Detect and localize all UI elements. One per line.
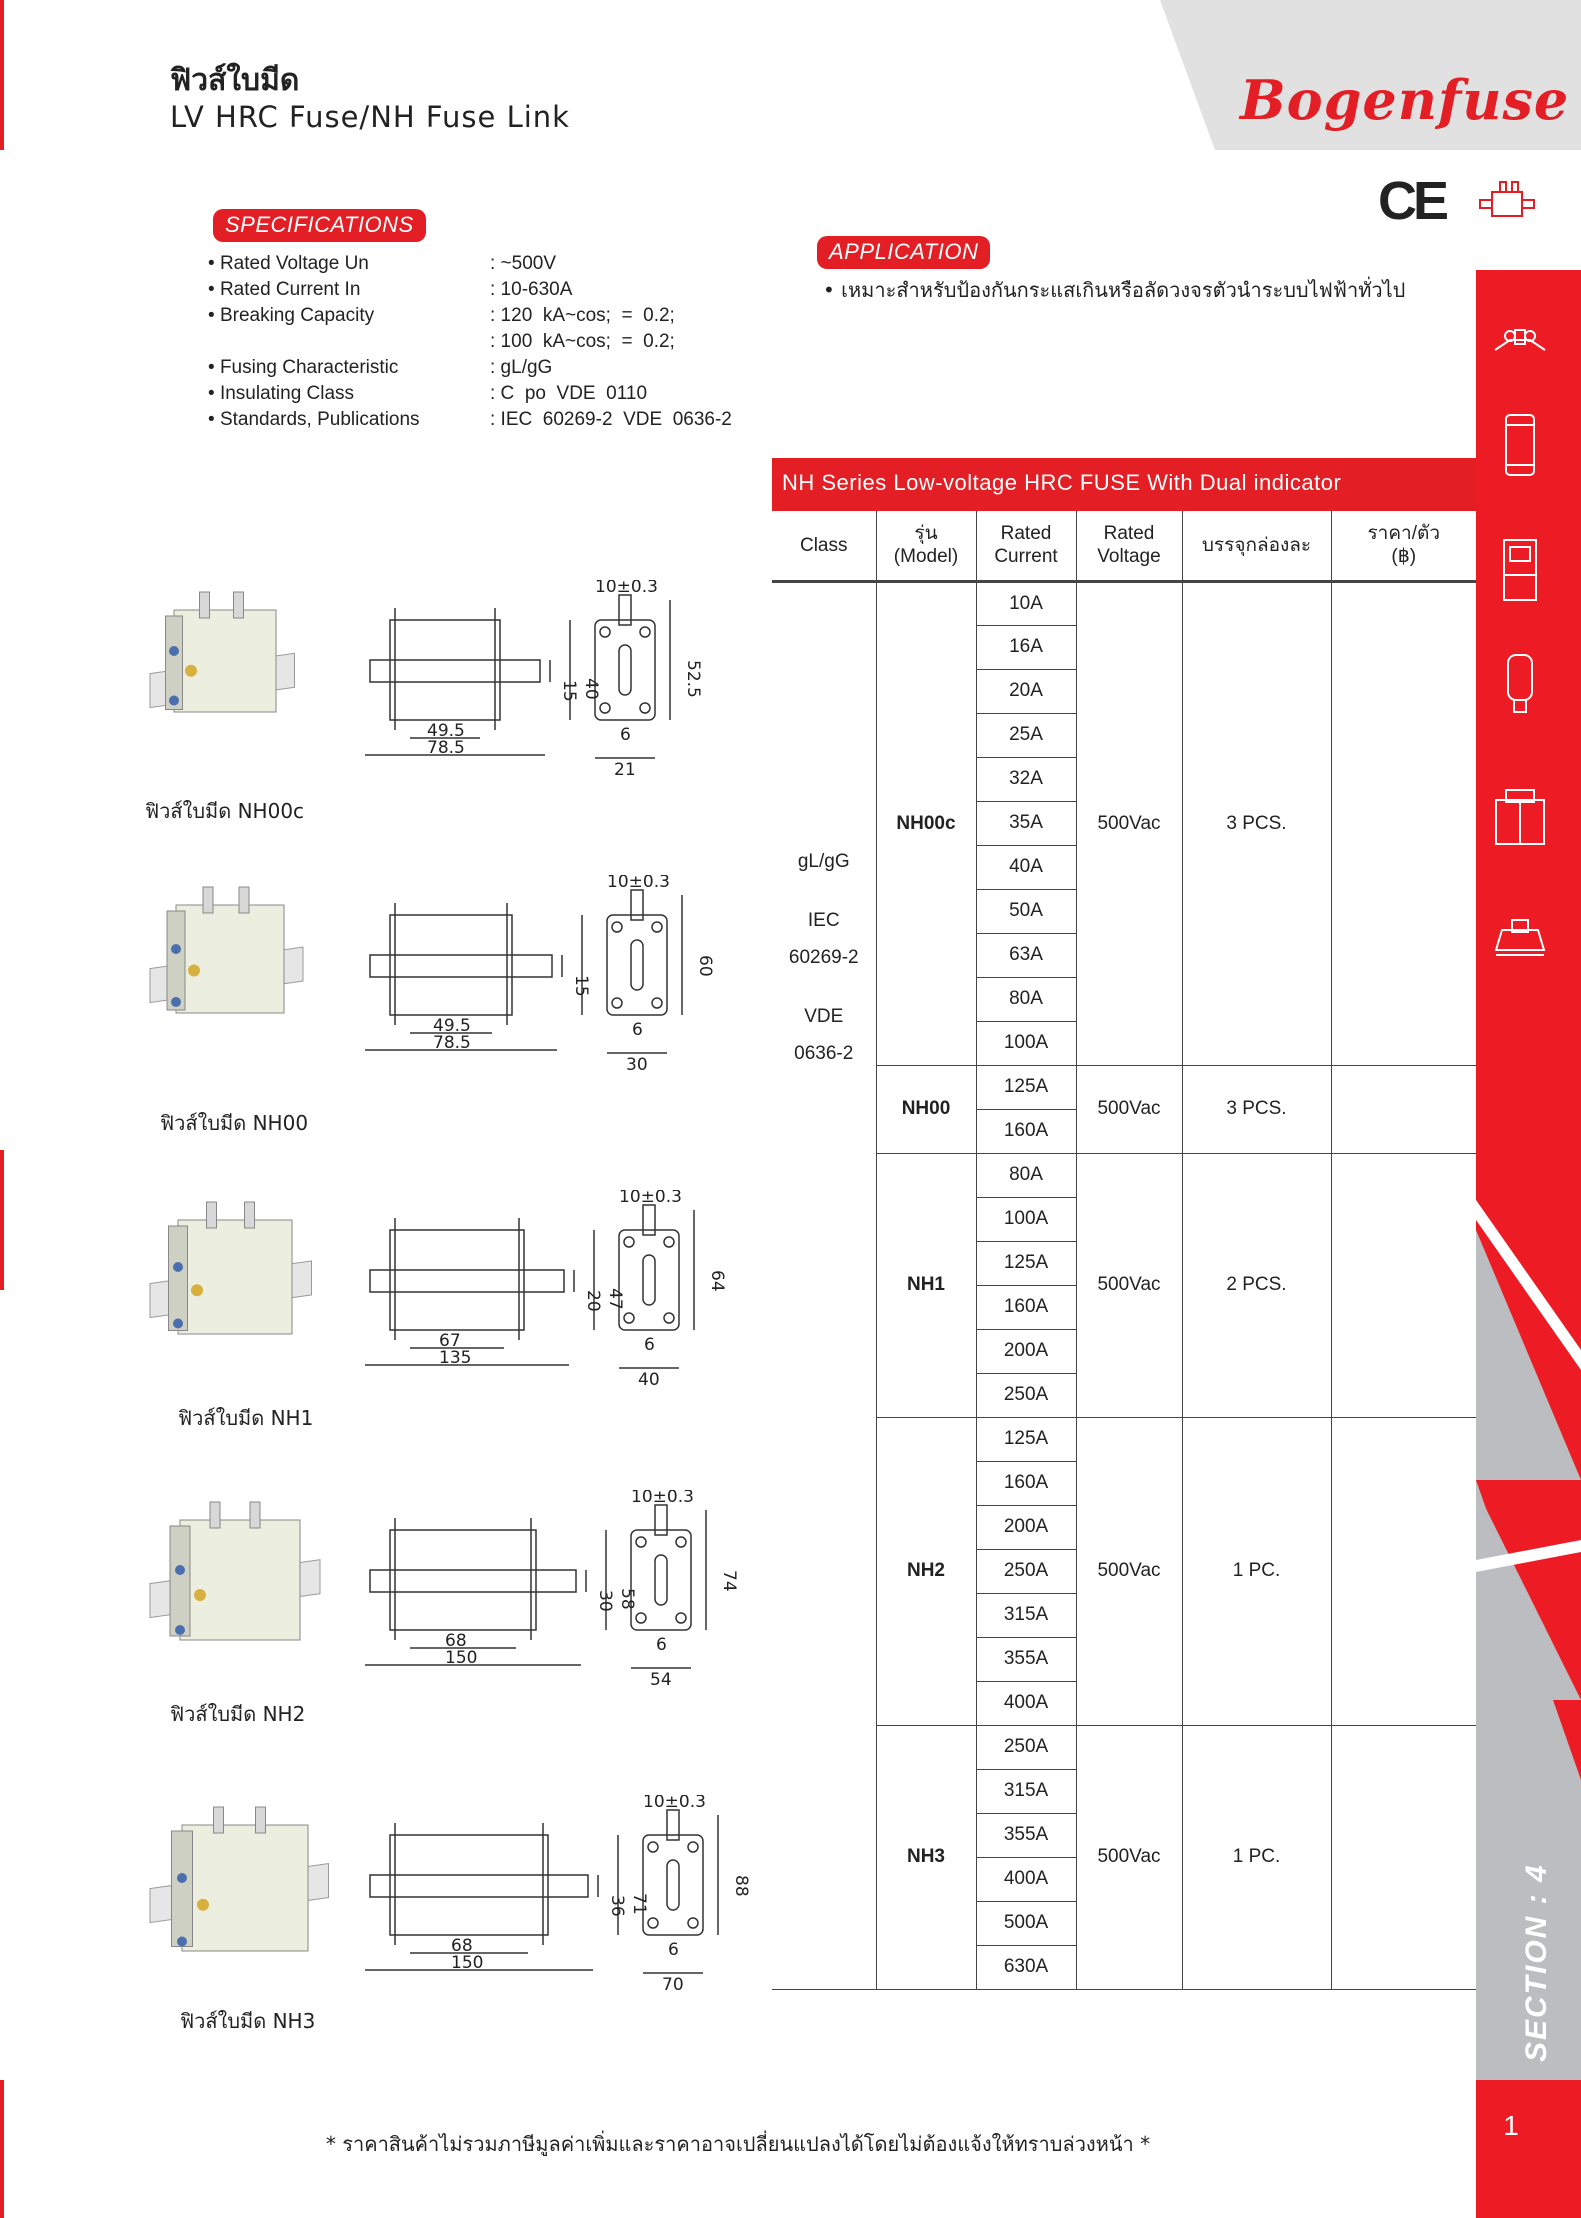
spec-row — [208, 279, 572, 301]
application-label: APPLICATION — [817, 236, 990, 269]
dimension-drawing — [360, 580, 780, 780]
dim-h2: 71 — [629, 1893, 649, 1915]
fuse-photo — [140, 1795, 340, 1995]
class-line: VDE — [804, 1005, 844, 1027]
dim-w1: 6 — [644, 1335, 655, 1355]
dim-d2: 78.5 — [433, 1033, 471, 1053]
table-row — [772, 581, 1476, 625]
dimension-drawing — [360, 875, 780, 1075]
col-price-line2: (฿) — [1391, 546, 1417, 568]
page-number: 1 — [1503, 2110, 1519, 2141]
fuse-base-icon — [1490, 785, 1550, 855]
rated-voltage-cell: 500Vac — [1076, 1417, 1182, 1725]
model-cell: NH00c — [876, 581, 976, 1065]
dim-h3: 52.5 — [683, 660, 703, 698]
rated-current-cell: 160A — [976, 1109, 1076, 1153]
dim-w1: 6 — [632, 1020, 643, 1040]
dimension-drawing — [360, 1490, 780, 1690]
rated-current-cell: 10A — [976, 581, 1076, 625]
dim-d1: 49.5 — [427, 721, 465, 741]
rated-current-cell: 80A — [976, 977, 1076, 1021]
product-caption: ฟิวส์ใบมีด NH00 — [160, 1111, 309, 1135]
rated-current-cell: 100A — [976, 1197, 1076, 1241]
din-fuse-holder-icon — [1490, 535, 1550, 605]
rated-current-cell: 250A — [976, 1725, 1076, 1769]
dim-w1: 6 — [668, 1940, 679, 1960]
rated-current-cell: 500A — [976, 1901, 1076, 1945]
dim-top: 10±0.3 — [607, 875, 670, 892]
col-class: Class — [772, 511, 876, 581]
spec-value: : C po VDE 0110 — [490, 383, 648, 404]
col-current — [976, 511, 1076, 581]
dim-w2: 21 — [614, 760, 636, 780]
col-model-th: รุ่น — [914, 523, 938, 545]
dim-d1: 67 — [439, 1331, 461, 1351]
spec-row — [208, 305, 675, 327]
col-voltage — [1076, 511, 1182, 581]
dim-h3: 88 — [731, 1875, 751, 1897]
product-caption: ฟิวส์ใบมีด NH1 — [178, 1406, 314, 1430]
rated-current-cell: 400A — [976, 1857, 1076, 1901]
pack-cell: 2 PCS. — [1182, 1153, 1331, 1417]
rated-voltage-cell: 500Vac — [1076, 1725, 1182, 1989]
spec-row — [208, 409, 732, 431]
product-caption: ฟิวส์ใบมีด NH2 — [170, 1702, 306, 1726]
model-cell: NH1 — [876, 1153, 976, 1417]
spec-label: • Rated Current In — [208, 279, 490, 301]
rated-current-cell: 40A — [976, 845, 1076, 889]
dim-top: 10±0.3 — [595, 580, 658, 597]
spec-label: • Fusing Characteristic — [208, 357, 490, 379]
rated-current-cell: 50A — [976, 889, 1076, 933]
rated-current-cell: 25A — [976, 713, 1076, 757]
price-disclaimer: * ราคาสินค้าไม่รวมภาษีมูลค่าเพิ่มและราคาอาจเปลี่ยนแปลงได้โดยไม่ต้องแจ้งให้ทราบล่วงหน้า * — [325, 2132, 1151, 2156]
class-cell — [772, 581, 876, 1989]
spec-row — [208, 253, 556, 275]
model-cell: NH2 — [876, 1417, 976, 1725]
spec-value: : 10-630A — [490, 279, 573, 300]
spec-value: : 100 kA~cos; = 0.2; — [490, 331, 675, 352]
brand-logo: Bogenfuse — [1240, 68, 1570, 132]
rated-current-cell: 630A — [976, 1945, 1076, 1989]
col-pack: บรรจุกล่องละ — [1182, 511, 1331, 581]
spec-row — [208, 383, 647, 405]
ce-mark: CE — [1378, 171, 1446, 231]
rated-current-cell: 35A — [976, 801, 1076, 845]
dim-top: 10±0.3 — [631, 1490, 694, 1507]
page-title-thai: ฟิวส์ใบมีด — [170, 63, 300, 98]
dim-h1: 15 — [559, 680, 579, 702]
col-current-line2: Current — [994, 546, 1058, 568]
rated-current-cell: 16A — [976, 625, 1076, 669]
specifications-label: SPECIFICATIONS — [213, 209, 426, 242]
rated-current-cell: 250A — [976, 1549, 1076, 1593]
rated-current-cell: 20A — [976, 669, 1076, 713]
dim-w2: 30 — [626, 1055, 648, 1075]
application-text: • เหมาะสำหรับป้องกันกระแสเกินหรือลัดวงจรตัวนำระบบไฟฟ้าทั่วไป — [823, 278, 1406, 302]
dim-h1: 15 — [571, 975, 591, 997]
dim-h1: 36 — [607, 1895, 627, 1917]
price-cell — [1331, 1153, 1476, 1417]
dimension-drawing — [360, 1795, 780, 1995]
model-cell: NH00 — [876, 1065, 976, 1153]
fuse-photo — [140, 875, 340, 1075]
dim-d2: 150 — [445, 1648, 478, 1668]
price-cell — [1331, 1725, 1476, 1989]
rated-voltage-cell: 500Vac — [1076, 1153, 1182, 1417]
rated-current-cell: 125A — [976, 1241, 1076, 1285]
product-caption: ฟิวส์ใบมีด NH00c — [145, 799, 305, 823]
rated-current-cell: 32A — [976, 757, 1076, 801]
fuse-photo — [140, 1490, 340, 1690]
table-row — [772, 1065, 1476, 1109]
dim-w2: 54 — [650, 1670, 672, 1690]
spec-value: : gL/gG — [490, 357, 553, 378]
dim-h1: 30 — [595, 1590, 615, 1612]
fuse-photo — [140, 580, 340, 780]
rated-current-cell: 355A — [976, 1637, 1076, 1681]
dim-h1: 20 — [583, 1290, 603, 1312]
col-current-line1: Rated — [1000, 523, 1052, 545]
dim-w2: 40 — [638, 1370, 660, 1390]
fuse-holder-icon — [1490, 300, 1550, 370]
spec-label: • Standards, Publications — [208, 409, 490, 431]
rated-current-cell: 315A — [976, 1593, 1076, 1637]
rated-current-cell: 250A — [976, 1373, 1076, 1417]
rated-current-cell: 160A — [976, 1285, 1076, 1329]
socket-icon — [1490, 905, 1550, 975]
rated-current-cell: 200A — [976, 1505, 1076, 1549]
rated-current-cell: 125A — [976, 1417, 1076, 1461]
rated-voltage-cell: 500Vac — [1076, 581, 1182, 1065]
rated-current-cell: 400A — [976, 1681, 1076, 1725]
dim-d1: 68 — [451, 1936, 473, 1956]
col-price-line1: ราคา/ตัว — [1367, 523, 1441, 545]
table-row — [772, 1153, 1476, 1197]
col-model-en: (Model) — [893, 546, 959, 568]
class-line: 60269-2 — [788, 946, 859, 968]
dim-w2: 70 — [662, 1975, 684, 1995]
dim-d2: 150 — [451, 1953, 484, 1973]
dim-h2: 58 — [617, 1588, 637, 1610]
table-title: NH Series Low-voltage HRC FUSE With Dual indicator — [772, 458, 1476, 511]
rated-voltage-cell: 500Vac — [1076, 1065, 1182, 1153]
model-cell: NH3 — [876, 1725, 976, 1989]
dim-top: 10±0.3 — [643, 1795, 706, 1812]
dim-d2: 78.5 — [427, 738, 465, 758]
rated-current-cell: 160A — [976, 1461, 1076, 1505]
col-price — [1331, 511, 1476, 581]
rated-current-cell: 200A — [976, 1329, 1076, 1373]
spec-row — [208, 331, 675, 353]
dim-h2: 40 — [581, 678, 601, 700]
spec-value: : 120 kA~cos; = 0.2; — [490, 305, 675, 326]
col-voltage-line1: Rated — [1103, 523, 1155, 545]
fuse-outline-icon — [1478, 178, 1538, 228]
pack-cell: 1 PC. — [1182, 1725, 1331, 1989]
dim-w1: 6 — [620, 725, 631, 745]
pack-cell: 3 PCS. — [1182, 581, 1331, 1065]
col-voltage-line2: Voltage — [1097, 546, 1161, 568]
page-title: LV HRC Fuse/NH Fuse Link — [170, 100, 570, 134]
dim-top: 10±0.3 — [619, 1190, 682, 1207]
spec-value: : IEC 60269-2 VDE 0636-2 — [490, 409, 732, 430]
table-header-row — [772, 511, 1476, 581]
table-row — [772, 1725, 1476, 1769]
pack-cell: 1 PC. — [1182, 1417, 1331, 1725]
dim-h2: 47 — [605, 1288, 625, 1310]
bottle-fuse-icon — [1490, 650, 1550, 720]
pack-cell: 3 PCS. — [1182, 1065, 1331, 1153]
fuse-spec-table — [772, 511, 1476, 1990]
class-line: IEC — [807, 909, 840, 931]
dim-d1: 49.5 — [433, 1016, 471, 1036]
rated-current-cell: 355A — [976, 1813, 1076, 1857]
spec-row — [208, 357, 552, 379]
rated-current-cell: 80A — [976, 1153, 1076, 1197]
spec-label: • Rated Voltage Un — [208, 253, 490, 275]
table-body — [772, 581, 1476, 1989]
table-row — [772, 1417, 1476, 1461]
section-label: SECTION : 4 — [1520, 1863, 1553, 2062]
col-model — [876, 511, 976, 581]
rated-current-cell: 100A — [976, 1021, 1076, 1065]
price-cell — [1331, 581, 1476, 1065]
cartridge-fuse-icon — [1490, 410, 1550, 480]
spec-label: • Insulating Class — [208, 383, 490, 405]
price-cell — [1331, 1065, 1476, 1153]
edge-mark — [0, 1150, 4, 1290]
class-line: 0636-2 — [794, 1042, 854, 1064]
dim-h3: 60 — [695, 955, 715, 977]
rated-current-cell: 125A — [976, 1065, 1076, 1109]
product-caption: ฟิวส์ใบมีด NH3 — [180, 2009, 316, 2033]
dim-h3: 64 — [707, 1270, 727, 1292]
edge-mark — [0, 0, 4, 150]
spec-value: : ~500V — [490, 253, 557, 274]
class-line: gL/gG — [797, 850, 850, 872]
dim-d1: 68 — [445, 1631, 467, 1651]
rated-current-cell: 63A — [976, 933, 1076, 977]
spec-label: • Breaking Capacity — [208, 305, 490, 327]
dimension-drawing — [360, 1190, 780, 1390]
dim-d2: 135 — [439, 1348, 472, 1368]
rated-current-cell: 315A — [976, 1769, 1076, 1813]
dim-w1: 6 — [656, 1635, 667, 1655]
price-cell — [1331, 1417, 1476, 1725]
dim-h3: 74 — [719, 1570, 739, 1592]
fuse-photo — [140, 1190, 340, 1390]
